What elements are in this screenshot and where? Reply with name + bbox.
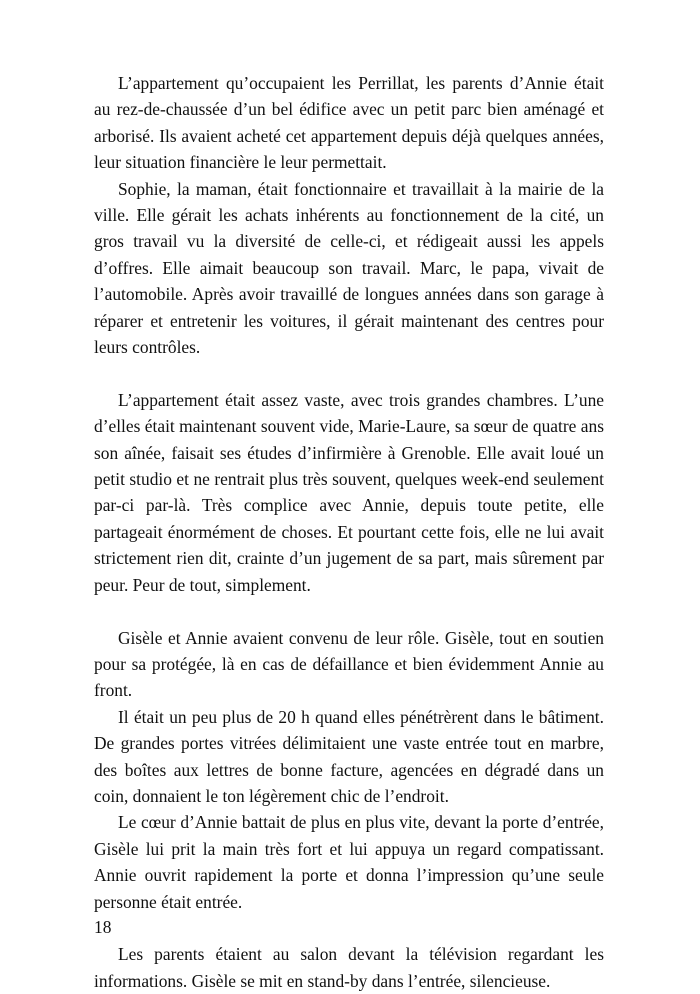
paragraph-4: Gisèle et Annie avaient convenu de leur rôle. Gisèle, tout en soutien pour sa protégée, là en cas de défaillance et bien évidemment Annie au front. xyxy=(94,627,604,701)
paragraph-1: L’appartement qu’occupaient les Perrillat, les parents d’Annie était au rez-de-chaussée d’un bel édifice avec un petit parc bien aménagé et arborisé. Ils avaient acheté cet appartement depuis déjà quelques années, leur situation financière le leur permettait. xyxy=(94,73,604,173)
page-number: 18 xyxy=(94,917,112,937)
paragraph-3: L’appartement était assez vaste, avec trois grandes chambres. L’une d’elles était maintenant souvent vide, Marie-Laure, sa sœur de quatre ans son aînée, faisait ses études d’infirmière à Grenoble. Elle avait loué un petit studio et ne rentrait plus très souvent, quelques week-end seulement par-ci par-là. Très complice avec Annie, depuis toute petite, elle partageait énormément de choses. Et pourtant cette fois, elle ne lui avait strictement rien dit, crainte d’un jugement de sa part, mais sûrement par peur. Peur de tout, simplement. xyxy=(94,389,604,595)
paragraph-2: Sophie, la maman, était fonctionnaire et travaillait à la mairie de la ville. Elle gérait les achats inhérents au fonctionnement de la cité, un gros travail vu la diversité de celle-ci, et rédigeait aussi les appels d’offres. Elle aimait beaucoup son travail. Marc, le papa, vivait de l’automobile. Après avoir travaillé de longues années dans son garage à réparer et entretenir les voitures, il gérait maintenant des centres pour leurs contrôles. xyxy=(94,178,604,358)
body-text xyxy=(94,70,604,994)
paragraph-6: Le cœur d’Annie battait de plus en plus vite, devant la porte d’entrée, Gisèle lui prit la main très fort et lui appuya un regard compatissant. Annie ouvrit rapidement la porte et donna l’impression qu’une seule personne était entrée. xyxy=(94,812,604,912)
paragraph-7: Les parents étaient au salon devant la télévision regardant les informations. Gisèle se mit en stand-by dans l’entrée, silencieuse. xyxy=(94,944,604,991)
paragraph-5: Il était un peu plus de 20 h quand elles pénétrèrent dans le bâtiment. De grandes portes vitrées délimitaient une vaste entrée tout en marbre, des boîtes aux lettres de bonne facture, agencées en dégradé dans un coin, donnaient le ton légèrement chic de l’endroit. xyxy=(94,706,604,806)
